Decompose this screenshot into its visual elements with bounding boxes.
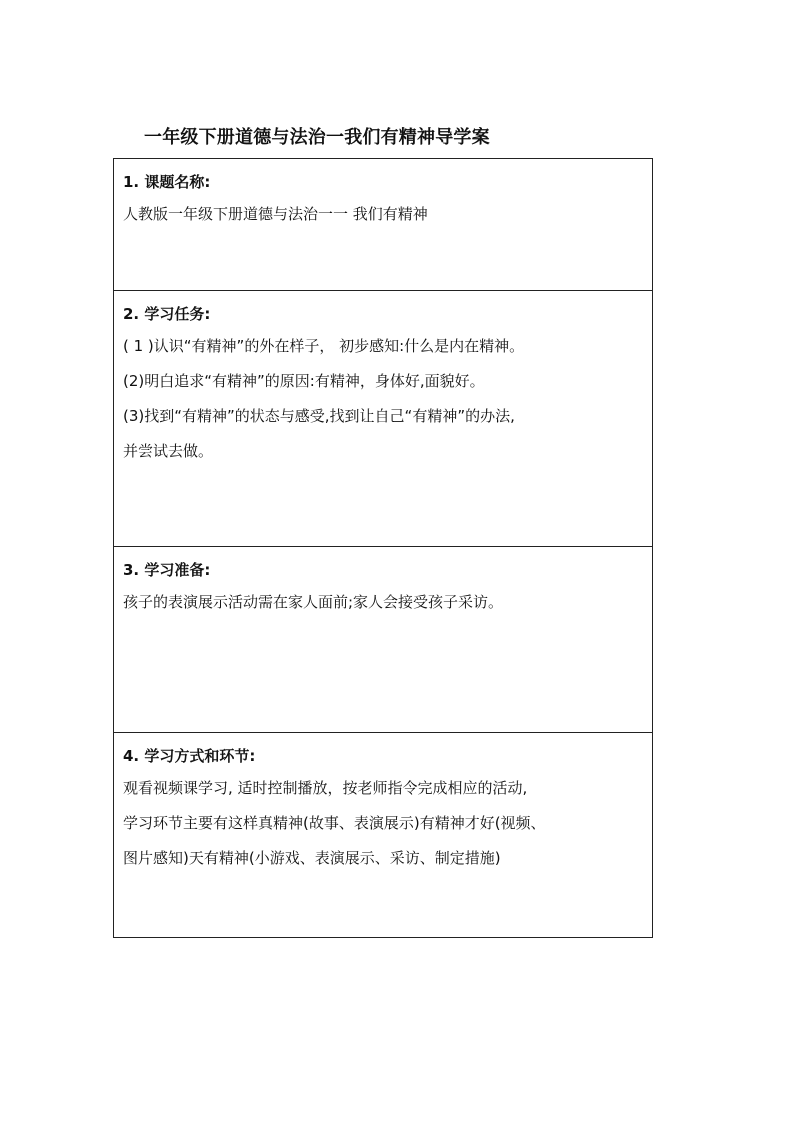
section-heading: 4. 学习方式和环节: (123, 747, 256, 765)
section-text-line: 并尝试去做。 (123, 442, 214, 460)
document-title: 一年级下册道德与法治一我们有精神导学案 (144, 127, 490, 148)
section-text-line: (2)明白追求“有精神”的原因:有精神，身体好,面貌好。 (123, 372, 485, 390)
section-text-line: 学习环节主要有这样真精神(故事、表演展示)有精神才好(视频、 (123, 814, 546, 832)
section-text-line: (3)找到“有精神”的状态与感受,找到让自己“有精神”的办法, (123, 407, 515, 425)
section-text-line: 孩子的表演展示活动需在家人面前;家人会接受孩子采访。 (123, 593, 504, 611)
section-learning-methods (114, 732, 652, 937)
section-text-line: 图片感知)天有精神(小游戏、表演展示、采访、制定措施) (123, 849, 501, 867)
section-text-line: 人教版一年级下册道德与法治一一 我们有精神 (123, 205, 428, 223)
section-text-line: ( 1 )认识“有精神”的外在样子， 初步感知:什么是内在精神。 (123, 337, 525, 355)
section-heading: 1. 课题名称: (123, 173, 211, 191)
section-learning-preparation (114, 546, 652, 732)
section-heading: 3. 学习准备: (123, 561, 211, 579)
section-topic-name (114, 159, 652, 290)
section-learning-tasks (114, 290, 652, 546)
section-heading: 2. 学习任务: (123, 305, 211, 323)
section-text-line: 观看视频课学习, 适时控制播放，按老师指令完成相应的活动, (123, 779, 528, 797)
study-plan-table (113, 158, 653, 938)
